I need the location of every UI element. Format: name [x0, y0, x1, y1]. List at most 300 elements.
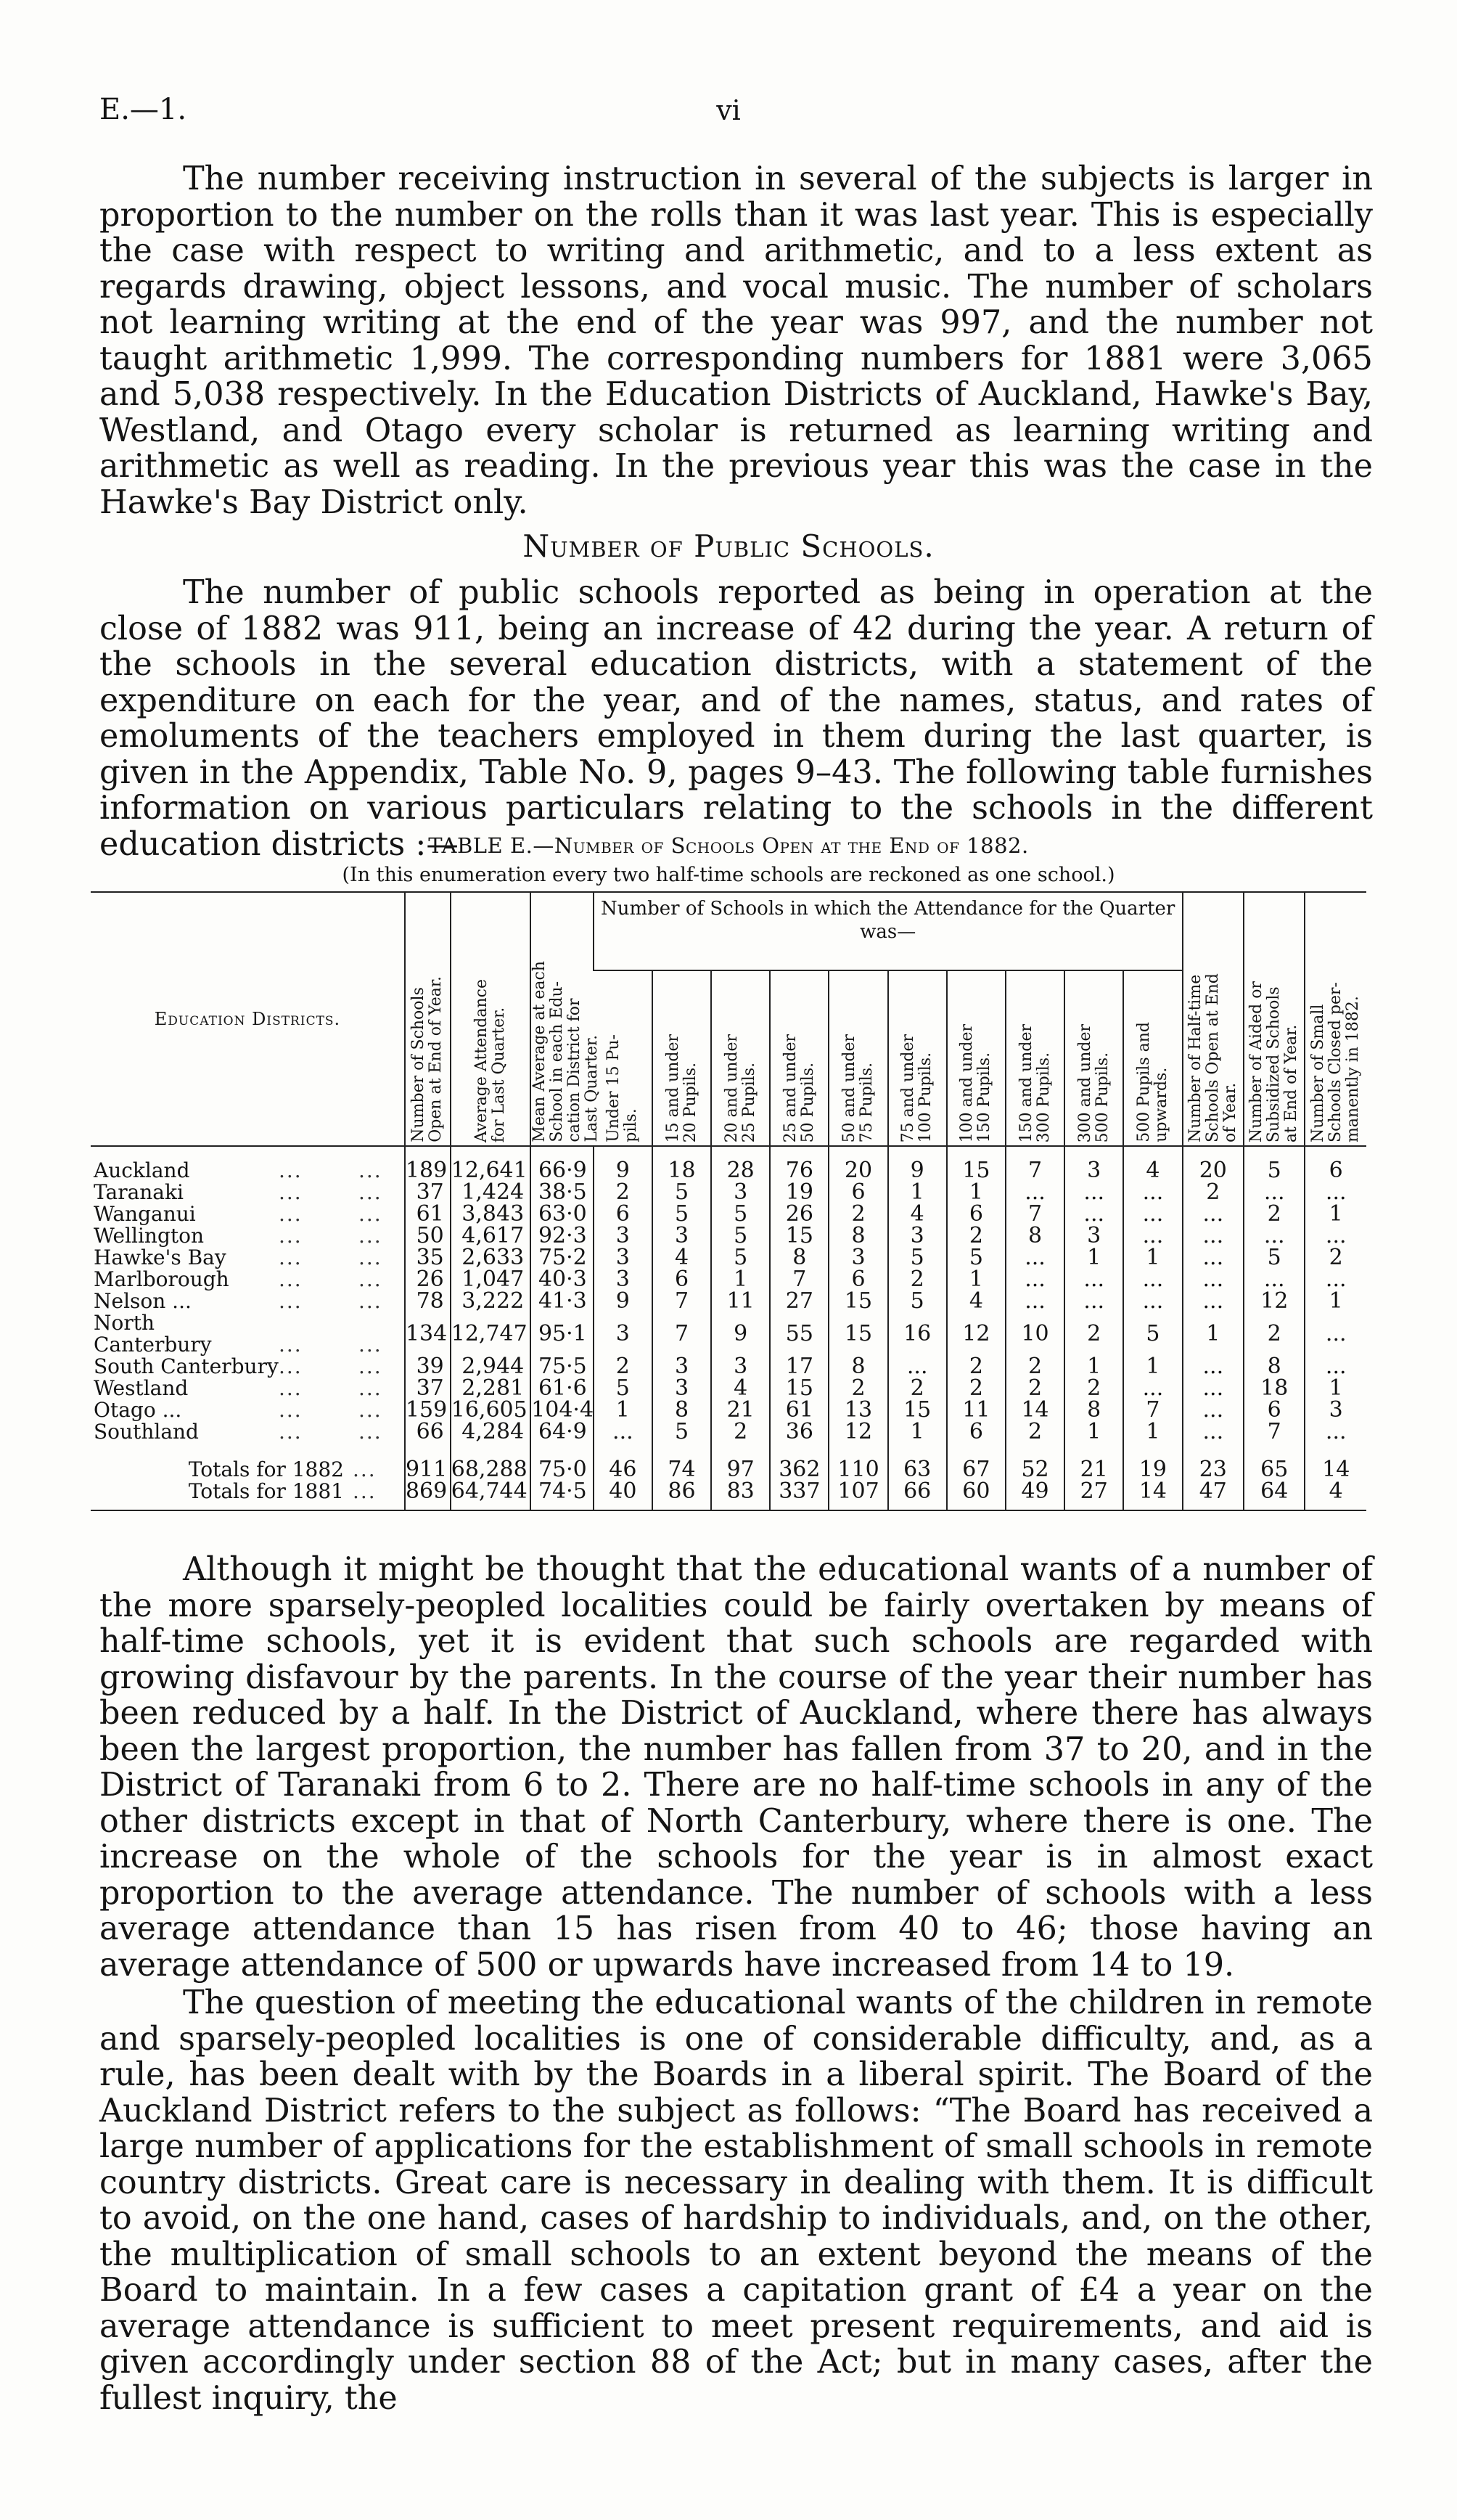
value-cell: 75·5: [530, 1356, 594, 1378]
value-cell: ...: [1305, 1421, 1366, 1443]
totals-value-cell: 65: [1244, 1443, 1305, 1481]
value-cell: ...: [1006, 1269, 1064, 1290]
totals-value-cell: 68,288: [451, 1443, 530, 1481]
leader-dots: ...: [279, 1420, 303, 1444]
value-cell: 1: [947, 1269, 1006, 1290]
district-name: Westland: [94, 1376, 189, 1400]
totals-label-cell: [91, 1443, 405, 1481]
col-header-15-20-text: 15 and under 20 Pupils.: [663, 1034, 699, 1142]
totals-value-cell: 869: [405, 1481, 451, 1510]
paragraph-half-time-schools: Although it might be thought that the educational wants of a number of the more sparsely-peopled localities could be fairly overtaken by means of half-time schools, yet it is evident that such schools are regarded with growing disfavour by the parents. In the course of the year their number has been reduced by a half. In the District of Auckland, where there has always been the largest proportion, the number has fallen from 37 to 20, and in the District of Taranaki from 6 to 2. There are no half-time schools in any of the other districts except in that of North Canterbury, where there is one. The increase on the whole of the schools for the year is in almost exact proportion to the average attendance. The number of schools with a less average attendance than 15 has risen from 40 to 46; those having an average attendance of 500 or upwards have increased from 14 to 19.: [99, 1551, 1373, 1984]
value-cell: ...: [1064, 1203, 1123, 1225]
value-cell: 1: [1064, 1247, 1123, 1269]
col-header-20-25: [711, 970, 770, 1146]
value-cell: ...: [1183, 1269, 1244, 1290]
leader-dots: ...: [279, 1398, 303, 1422]
page-reference: E.—1.: [99, 93, 187, 126]
col-header-300-500: [1064, 970, 1123, 1146]
value-cell: 4: [888, 1203, 947, 1225]
totals-value-cell: 107: [829, 1481, 887, 1510]
page-number: vi: [716, 94, 741, 126]
district-cell: [91, 1421, 405, 1443]
totals-value-cell: 14: [1123, 1481, 1182, 1510]
leader-dots: ...: [279, 1180, 303, 1204]
value-cell: 5: [594, 1378, 652, 1399]
value-cell: 1: [1305, 1203, 1366, 1225]
value-cell: 18: [1244, 1378, 1305, 1399]
district-cell: [91, 1312, 405, 1356]
col-header-mean-average: [530, 892, 602, 1146]
totals-value-cell: 911: [405, 1443, 451, 1481]
value-cell: 9: [594, 1146, 652, 1182]
value-cell: 134: [405, 1312, 451, 1356]
col-header-15-20: [652, 970, 711, 1146]
value-cell: 3: [888, 1225, 947, 1247]
leader-dots: ...: [358, 1420, 382, 1444]
value-cell: 3: [711, 1182, 770, 1203]
district-name: Taranaki: [94, 1180, 184, 1204]
value-cell: 7: [652, 1290, 711, 1312]
district-name: Otago ...: [94, 1398, 182, 1422]
value-cell: ...: [1123, 1203, 1182, 1225]
value-cell: 8: [1244, 1356, 1305, 1378]
value-cell: ...: [1305, 1225, 1366, 1247]
value-cell: 13: [829, 1399, 887, 1421]
value-cell: 2: [829, 1203, 887, 1225]
leader-dots: ...: [279, 1202, 303, 1226]
value-cell: 16,605: [451, 1399, 530, 1421]
value-cell: 27: [770, 1290, 829, 1312]
value-cell: 1: [1305, 1290, 1366, 1312]
leader-dots: ...: [279, 1224, 303, 1248]
col-header-under-15: [594, 970, 652, 1146]
value-cell: 12,641: [451, 1146, 530, 1182]
value-cell: ...: [1123, 1225, 1182, 1247]
value-cell: 20: [1183, 1146, 1244, 1182]
value-cell: ...: [594, 1421, 652, 1443]
value-cell: 2: [947, 1356, 1006, 1378]
value-cell: 3: [594, 1312, 652, 1356]
value-cell: 2: [888, 1378, 947, 1399]
value-cell: 10: [1006, 1312, 1064, 1356]
value-cell: 2: [888, 1269, 947, 1290]
value-cell: 2: [594, 1356, 652, 1378]
totals-value-cell: 60: [947, 1481, 1006, 1510]
table-row: [91, 1247, 1366, 1269]
value-cell: 12: [947, 1312, 1006, 1356]
value-cell: 5: [1123, 1312, 1182, 1356]
value-cell: 1: [1064, 1356, 1123, 1378]
totals-value-cell: 67: [947, 1443, 1006, 1481]
value-cell: 26: [770, 1203, 829, 1225]
col-header-25-50: [770, 970, 829, 1146]
value-cell: ...: [1123, 1269, 1182, 1290]
value-cell: 6: [829, 1269, 887, 1290]
leader-dots: ...: [358, 1333, 382, 1357]
leader-dots: ...: [279, 1376, 303, 1400]
value-cell: 9: [594, 1290, 652, 1312]
value-cell: 61: [405, 1203, 451, 1225]
totals-value-cell: 63: [888, 1443, 947, 1481]
totals-value-cell: 362: [770, 1443, 829, 1481]
value-cell: 40·3: [530, 1269, 594, 1290]
value-cell: 15: [770, 1225, 829, 1247]
value-cell: 15: [829, 1312, 887, 1356]
value-cell: 4: [947, 1290, 1006, 1312]
value-cell: 8: [829, 1356, 887, 1378]
totals-value-cell: 64,744: [451, 1481, 530, 1510]
table-row: [91, 1356, 1366, 1378]
leader-dots: ...: [279, 1289, 303, 1313]
value-cell: 7: [1123, 1399, 1182, 1421]
totals-value-cell: 74: [652, 1443, 711, 1481]
value-cell: 38·5: [530, 1182, 594, 1203]
value-cell: 3: [1064, 1225, 1123, 1247]
table-row: [91, 1225, 1366, 1247]
value-cell: ...: [1064, 1290, 1123, 1312]
value-cell: 2: [1064, 1312, 1123, 1356]
value-cell: 2,944: [451, 1356, 530, 1378]
district-cell: [91, 1182, 405, 1203]
value-cell: 19: [770, 1182, 829, 1203]
value-cell: 61·6: [530, 1378, 594, 1399]
value-cell: 7: [652, 1312, 711, 1356]
col-header-100-150-text: 100 and under 150 Pupils.: [958, 1023, 994, 1142]
value-cell: ...: [1305, 1269, 1366, 1290]
leader-dots: ...: [358, 1267, 382, 1291]
totals-value-cell: 74·5: [530, 1481, 594, 1510]
value-cell: ...: [1006, 1247, 1064, 1269]
col-header-schools-open: [405, 892, 451, 1146]
col-header-districts: Education Districts.: [91, 892, 405, 1146]
totals-value-cell: 19: [1123, 1443, 1182, 1481]
value-cell: 6: [594, 1203, 652, 1225]
district-name: Wanganui: [94, 1202, 196, 1226]
value-cell: 41·3: [530, 1290, 594, 1312]
col-header-75-100-text: 75 and under 100 Pupils.: [899, 1034, 935, 1142]
col-header-20-25-text: 20 and under 25 Pupils.: [722, 1034, 758, 1142]
table-row: [91, 1290, 1366, 1312]
value-cell: 1: [1123, 1356, 1182, 1378]
paragraph-public-schools: The number of public schools reported as being in operation at the close of 1882 was 911, being an increase of 42 during the year. A return of the schools in the several education districts, with a statement of the expenditure on each for the year, and of the names, status, and rates of emoluments of the teachers employed in them during the last quarter, is given in the Appendix, Table No. 9, pages 9–43. The following table furnishes information on various particulars relating to the schools in the different education districts :—: [99, 574, 1373, 863]
totals-value-cell: 40: [594, 1481, 652, 1510]
value-cell: ...: [1244, 1182, 1305, 1203]
value-cell: 11: [947, 1399, 1006, 1421]
col-header-aided-text: Number of Aided or Subsidized Schools at End of Year.: [1247, 981, 1301, 1142]
totals-value-cell: 75·0: [530, 1443, 594, 1481]
district-cell: [91, 1146, 405, 1182]
totals-row: [91, 1443, 1366, 1481]
col-header-50-75: [829, 970, 887, 1146]
totals-value-cell: 46: [594, 1443, 652, 1481]
value-cell: 35: [405, 1247, 451, 1269]
value-cell: 36: [770, 1421, 829, 1443]
col-header-150-300-text: 150 and under 300 Pupils.: [1017, 1023, 1053, 1142]
value-cell: ...: [1183, 1399, 1244, 1421]
value-cell: 17: [770, 1356, 829, 1378]
schools-table-wrapper: [91, 891, 1366, 1511]
col-header-average-attendance-text: Average Attendance for Last Quarter.: [472, 978, 508, 1142]
leader-dots: ...: [279, 1354, 303, 1378]
value-cell: ...: [1244, 1269, 1305, 1290]
totals-value-cell: 49: [1006, 1481, 1064, 1510]
value-cell: ...: [1183, 1203, 1244, 1225]
value-cell: 3,843: [451, 1203, 530, 1225]
value-cell: 1: [711, 1269, 770, 1290]
district-name: Southland: [94, 1420, 199, 1444]
value-cell: ...: [888, 1356, 947, 1378]
col-header-closed: [1305, 892, 1366, 1146]
value-cell: 75·2: [530, 1247, 594, 1269]
value-cell: 12: [1244, 1290, 1305, 1312]
value-cell: 2: [947, 1225, 1006, 1247]
leader-dots: ...: [279, 1158, 303, 1182]
value-cell: ...: [1183, 1290, 1244, 1312]
value-cell: 92·3: [530, 1225, 594, 1247]
value-cell: 2: [1183, 1182, 1244, 1203]
value-cell: 2: [1006, 1356, 1064, 1378]
table-note: (In this enumeration every two half-time schools are reckoned as one school.): [342, 864, 1115, 886]
totals-value-cell: 52: [1006, 1443, 1064, 1481]
value-cell: 3: [711, 1356, 770, 1378]
totals-label: Totals for 1881: [188, 1479, 344, 1503]
value-cell: 95·1: [530, 1312, 594, 1356]
totals-row: [91, 1481, 1366, 1510]
leader-dots: ...: [353, 1457, 377, 1481]
col-header-closed-text: Number of Small Schools Closed per- manently in 1882.: [1309, 982, 1363, 1142]
value-cell: 7: [1244, 1421, 1305, 1443]
value-cell: 2: [1244, 1312, 1305, 1356]
value-cell: 9: [711, 1312, 770, 1356]
value-cell: 5: [888, 1290, 947, 1312]
value-cell: 2: [711, 1421, 770, 1443]
value-cell: 5: [1244, 1247, 1305, 1269]
value-cell: 3: [594, 1225, 652, 1247]
value-cell: ...: [1123, 1290, 1182, 1312]
value-cell: 2: [1305, 1247, 1366, 1269]
totals-value-cell: 23: [1183, 1443, 1244, 1481]
value-cell: 61: [770, 1399, 829, 1421]
value-cell: ...: [1183, 1378, 1244, 1399]
value-cell: 6: [652, 1269, 711, 1290]
value-cell: 5: [711, 1225, 770, 1247]
value-cell: ...: [1064, 1269, 1123, 1290]
totals-value-cell: 83: [711, 1481, 770, 1510]
value-cell: 8: [652, 1399, 711, 1421]
col-header-average-attendance: [451, 892, 530, 1146]
value-cell: 2: [829, 1378, 887, 1399]
value-cell: 2: [947, 1378, 1006, 1399]
value-cell: 4: [652, 1247, 711, 1269]
value-cell: 8: [829, 1225, 887, 1247]
value-cell: 15: [947, 1146, 1006, 1182]
district-name: South Canterbury: [94, 1354, 279, 1378]
leader-dots: ...: [279, 1333, 303, 1357]
col-header-500-up: [1123, 970, 1182, 1146]
leader-dots: ...: [358, 1376, 382, 1400]
district-cell: [91, 1269, 405, 1290]
table-row: [91, 1146, 1366, 1182]
value-cell: 5: [652, 1203, 711, 1225]
value-cell: 39: [405, 1356, 451, 1378]
value-cell: 15: [888, 1399, 947, 1421]
value-cell: 55: [770, 1312, 829, 1356]
value-cell: 9: [888, 1146, 947, 1182]
value-cell: 1: [1123, 1247, 1182, 1269]
district-name: Auckland: [94, 1158, 190, 1182]
value-cell: 1: [888, 1182, 947, 1203]
value-cell: ...: [1305, 1312, 1366, 1356]
col-header-150-300: [1006, 970, 1064, 1146]
value-cell: 14: [1006, 1399, 1064, 1421]
totals-value-cell: 66: [888, 1481, 947, 1510]
col-header-half-time-text: Number of Half-time Schools Open at End of Year.: [1186, 973, 1239, 1142]
value-cell: 8: [1006, 1225, 1064, 1247]
totals-value-cell: 97: [711, 1443, 770, 1481]
totals-value-cell: 86: [652, 1481, 711, 1510]
value-cell: ...: [1183, 1247, 1244, 1269]
value-cell: 2: [1006, 1378, 1064, 1399]
value-cell: 63·0: [530, 1203, 594, 1225]
value-cell: 15: [770, 1378, 829, 1399]
table-row: [91, 1312, 1366, 1356]
value-cell: 12: [829, 1421, 887, 1443]
value-cell: 3,222: [451, 1290, 530, 1312]
value-cell: 1: [888, 1421, 947, 1443]
value-cell: 64·9: [530, 1421, 594, 1443]
value-cell: 2: [1244, 1203, 1305, 1225]
col-header-50-75-text: 50 and under 75 Pupils.: [840, 1034, 877, 1142]
district-cell: [91, 1203, 405, 1225]
value-cell: 1,424: [451, 1182, 530, 1203]
col-header-under-15-text: Under 15 Pu- pils.: [604, 1034, 640, 1142]
table-caption: [0, 833, 1457, 858]
col-header-75-100: [888, 970, 947, 1146]
value-cell: 6: [947, 1421, 1006, 1443]
value-cell: 6: [1244, 1399, 1305, 1421]
value-cell: ...: [1006, 1290, 1064, 1312]
value-cell: 78: [405, 1290, 451, 1312]
value-cell: 3: [1064, 1146, 1123, 1182]
paragraph-remote-localities: The question of meeting the educational wants of the children in remote and sparsely-peopled localities is one of considerable difficulty, and, as a rule, has been dealt with by the Boards in a liberal spirit. The Board of the Auckland District refers to the subject as follows: “The Board has received a large number of applications for the establishment of small schools in remote country districts. Great care is necessary in dealing with them. It is difficult to avoid, on the one hand, cases of hardship to individuals, and, on the other, the multiplication of small schools to an extent beyond the means of the Board to maintain. In a few cases a capitation grant of £4 a year on the average attendance is sufficient to meet present requirements, and aid is given accordingly under section 88 of the Act; but in many cases, after the fullest inquiry, the: [99, 1984, 1373, 2417]
value-cell: 5: [1244, 1146, 1305, 1182]
district-name: Nelson ...: [94, 1289, 192, 1313]
value-cell: 7: [770, 1269, 829, 1290]
totals-label: Totals for 1882: [188, 1457, 344, 1481]
leader-dots: ...: [279, 1245, 303, 1269]
value-cell: 2,633: [451, 1247, 530, 1269]
col-header-25-50-text: 25 and under 50 Pupils.: [781, 1034, 817, 1142]
totals-value-cell: 64: [1244, 1481, 1305, 1510]
totals-value-cell: 110: [829, 1443, 887, 1481]
value-cell: 2: [594, 1182, 652, 1203]
leader-dots: ...: [358, 1245, 382, 1269]
district-name: North Canterbury: [94, 1311, 212, 1357]
value-cell: 28: [711, 1146, 770, 1182]
totals-label-cell: [91, 1481, 405, 1510]
value-cell: ...: [1183, 1421, 1244, 1443]
col-header-half-time: [1183, 892, 1244, 1146]
value-cell: 2,281: [451, 1378, 530, 1399]
leader-dots: ...: [358, 1398, 382, 1422]
value-cell: 7: [1006, 1146, 1064, 1182]
value-cell: 66: [405, 1421, 451, 1443]
value-cell: ...: [1123, 1182, 1182, 1203]
value-cell: 8: [770, 1247, 829, 1269]
district-cell: [91, 1378, 405, 1399]
schools-table: [91, 891, 1366, 1511]
value-cell: 6: [1305, 1146, 1366, 1182]
value-cell: 15: [829, 1290, 887, 1312]
totals-value-cell: 4: [1305, 1481, 1366, 1510]
col-header-100-150: [947, 970, 1006, 1146]
totals-value-cell: 14: [1305, 1443, 1366, 1481]
leader-dots: ...: [358, 1354, 382, 1378]
value-cell: 26: [405, 1269, 451, 1290]
value-cell: 5: [652, 1421, 711, 1443]
district-cell: [91, 1247, 405, 1269]
value-cell: 3: [652, 1378, 711, 1399]
value-cell: 3: [829, 1247, 887, 1269]
value-cell: ...: [1183, 1225, 1244, 1247]
table-row: [91, 1269, 1366, 1290]
value-cell: 16: [888, 1312, 947, 1356]
value-cell: 21: [711, 1399, 770, 1421]
value-cell: 5: [652, 1182, 711, 1203]
value-cell: 2: [1064, 1378, 1123, 1399]
value-cell: 3: [1305, 1399, 1366, 1421]
value-cell: ...: [1305, 1182, 1366, 1203]
value-cell: ...: [1064, 1182, 1123, 1203]
value-cell: 3: [594, 1247, 652, 1269]
totals-value-cell: 27: [1064, 1481, 1123, 1510]
col-header-300-500-text: 300 and under 500 Pupils.: [1075, 1023, 1112, 1142]
value-cell: 7: [1006, 1203, 1064, 1225]
totals-value-cell: 47: [1183, 1481, 1244, 1510]
col-group-attendance: Number of Schools in which the Attendance for the Quarter was—: [594, 892, 1183, 970]
value-cell: 6: [947, 1203, 1006, 1225]
value-cell: 3: [652, 1225, 711, 1247]
value-cell: ...: [1244, 1225, 1305, 1247]
table-caption-prefix: TABLE E.—: [428, 833, 554, 858]
col-header-schools-open-text: Number of Schools Open at End of Year.: [409, 976, 446, 1142]
value-cell: 104·4: [531, 1397, 594, 1423]
value-cell: 20: [829, 1146, 887, 1182]
value-cell: 1: [1183, 1312, 1244, 1356]
district-name: Hawke's Bay: [94, 1245, 226, 1269]
value-cell: 37: [405, 1378, 451, 1399]
table-caption-title: Number of Schools Open at the End of 1882.: [554, 833, 1029, 858]
value-cell: 1,047: [451, 1269, 530, 1290]
value-cell: 2: [1006, 1421, 1064, 1443]
value-cell: ...: [1183, 1356, 1244, 1378]
value-cell: 189: [405, 1146, 451, 1182]
value-cell: 1: [1064, 1421, 1123, 1443]
leader-dots: ...: [353, 1479, 377, 1503]
value-cell: ...: [1006, 1182, 1064, 1203]
value-cell: 4,617: [451, 1225, 530, 1247]
leader-dots: ...: [358, 1224, 382, 1248]
value-cell: 1: [1123, 1421, 1182, 1443]
leader-dots: ...: [358, 1158, 382, 1182]
district-name: Wellington: [94, 1224, 205, 1248]
table-row: [91, 1421, 1366, 1443]
value-cell: 76: [770, 1146, 829, 1182]
value-cell: 4,284: [451, 1421, 530, 1443]
schools-table-body: [91, 1146, 1366, 1510]
value-cell: 12,747: [451, 1312, 530, 1356]
value-cell: 37: [405, 1182, 451, 1203]
